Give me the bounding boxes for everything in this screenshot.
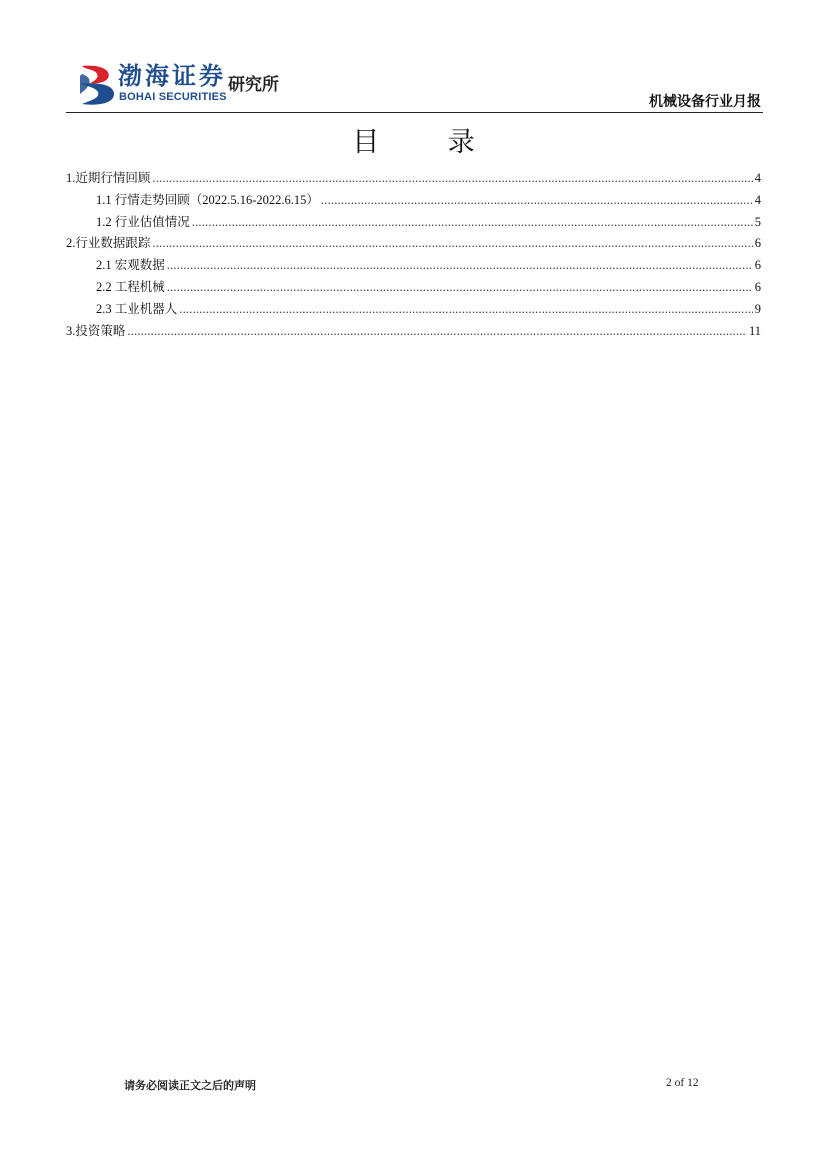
toc-title: 目 录 [352, 127, 505, 158]
toc-dot-leader [127, 321, 747, 343]
footer-disclaimer-note: 请务必阅读正文之后的声明 [124, 1079, 256, 1092]
toc-entry-page: 4 [754, 192, 761, 207]
header-divider [66, 112, 763, 113]
page-number: 2 of 12 [666, 1077, 699, 1089]
toc-entry-page: 11 [748, 323, 761, 338]
toc-dot-leader [192, 212, 753, 234]
toc-entry-page: 5 [754, 214, 761, 229]
toc-entry-text: 2.2 工程机械 [96, 279, 165, 294]
toc-entry[interactable] [66, 168, 761, 190]
institute-label: 研究所 [228, 75, 279, 95]
toc-dot-leader [167, 255, 753, 277]
logo-english-name: BOHAI SECURITIES [119, 91, 227, 103]
toc-entry-text: 3.投资策略 [66, 323, 126, 338]
toc-entry-text: 2.行业数据跟踪 [66, 236, 151, 251]
table-of-contents [66, 168, 761, 342]
toc-entry[interactable] [66, 233, 761, 255]
toc-entry-text: 2.3 工业机器人 [96, 301, 178, 316]
toc-dot-leader [321, 190, 753, 212]
bohai-logo-icon [78, 64, 118, 106]
toc-entry-text: 1.近期行情回顾 [66, 171, 151, 185]
toc-dot-leader [167, 277, 753, 299]
toc-dot-leader [152, 168, 752, 190]
toc-entry-text: 1.2 行业估值情况 [96, 214, 190, 229]
toc-entry[interactable] [66, 255, 761, 277]
report-header [66, 60, 763, 114]
logo-chinese-name: 渤海证券 [118, 61, 226, 90]
toc-entry[interactable] [66, 277, 761, 299]
toc-entry[interactable] [66, 321, 761, 343]
toc-entry[interactable] [66, 212, 761, 234]
toc-entry-page: 6 [754, 279, 761, 294]
toc-entry[interactable] [66, 190, 761, 212]
report-type-label: 机械设备行业月报 [649, 94, 761, 110]
toc-entry-text: 1.1 行情走势回顾（2022.5.16-2022.6.15） [96, 192, 319, 207]
toc-entry-text: 2.1 宏观数据 [96, 258, 165, 273]
toc-entry-page: 4 [754, 171, 761, 185]
toc-dot-leader [179, 299, 752, 321]
toc-entry[interactable] [66, 299, 761, 321]
toc-entry-page: 9 [754, 301, 761, 316]
toc-entry-page: 6 [754, 258, 761, 273]
toc-dot-leader [152, 233, 752, 255]
toc-entry-page: 6 [754, 236, 761, 251]
